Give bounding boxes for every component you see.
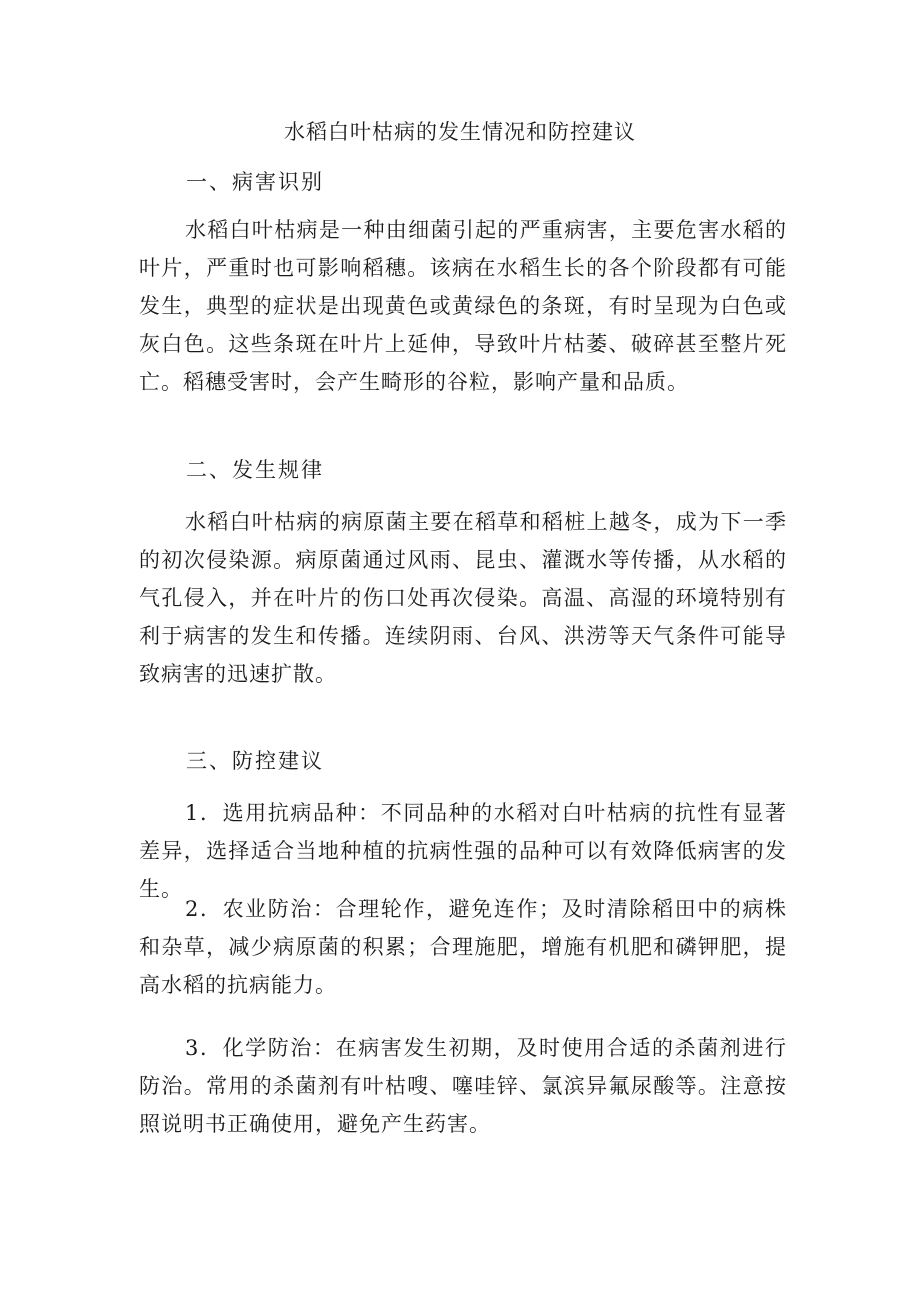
- paragraph-identification: 水稻白叶枯病是一种由细菌引起的严重病害，主要危害水稻的叶片，严重时也可影响稻穗。该病在水稻生长的各个阶段都有可能发生，典型的症状是出现黄色或黄绿色的条斑，有时呈现为白色或灰白色。这些条斑在叶片上延伸，导致叶片枯萎、破碎甚至整片死亡。稻穗受害时，会产生畸形的谷粒，影响产量和品质。: [139, 218, 787, 394]
- document-title: 水稻白叶枯病的发生情况和防控建议: [284, 120, 636, 144]
- paragraph-resistant-varieties: 1．选用抗病品种：不同品种的水稻对白叶枯病的抗性有显著差异，选择适合当地种植的抗病性强的品种可以有效降低病害的发生。: [139, 801, 787, 901]
- section-heading-identification: 一、病害识别: [186, 170, 324, 194]
- paragraph-occurrence-pattern: 水稻白叶枯病的病原菌主要在稻草和稻桩上越冬，成为下一季的初次侵染源。病原菌通过风雨、昆虫、灌溉水等传播，从水稻的气孔侵入，并在叶片的伤口处再次侵染。高温、高湿的环境特别有利于病害的发生和传播。连续阴雨、台风、洪涝等天气条件可能导致病害的迅速扩散。: [139, 510, 787, 686]
- paragraph-chemical-control: 3．化学防治：在病害发生初期，及时使用合适的杀菌剂进行防治。常用的杀菌剂有叶枯嗖、噻哇锌、氯滨异氟尿酸等。注意按照说明书正确使用，避免产生药害。: [139, 1036, 787, 1136]
- section-heading-control-advice: 三、防控建议: [186, 749, 324, 773]
- paragraph-agricultural-control: 2．农业防治：合理轮作，避免连作；及时清除稻田中的病株和杂草，减少病原菌的积累；合理施肥，增施有机肥和磷钾肥，提高水稻的抗病能力。: [139, 897, 787, 997]
- section-heading-occurrence-pattern: 二、发生规律: [186, 458, 324, 482]
